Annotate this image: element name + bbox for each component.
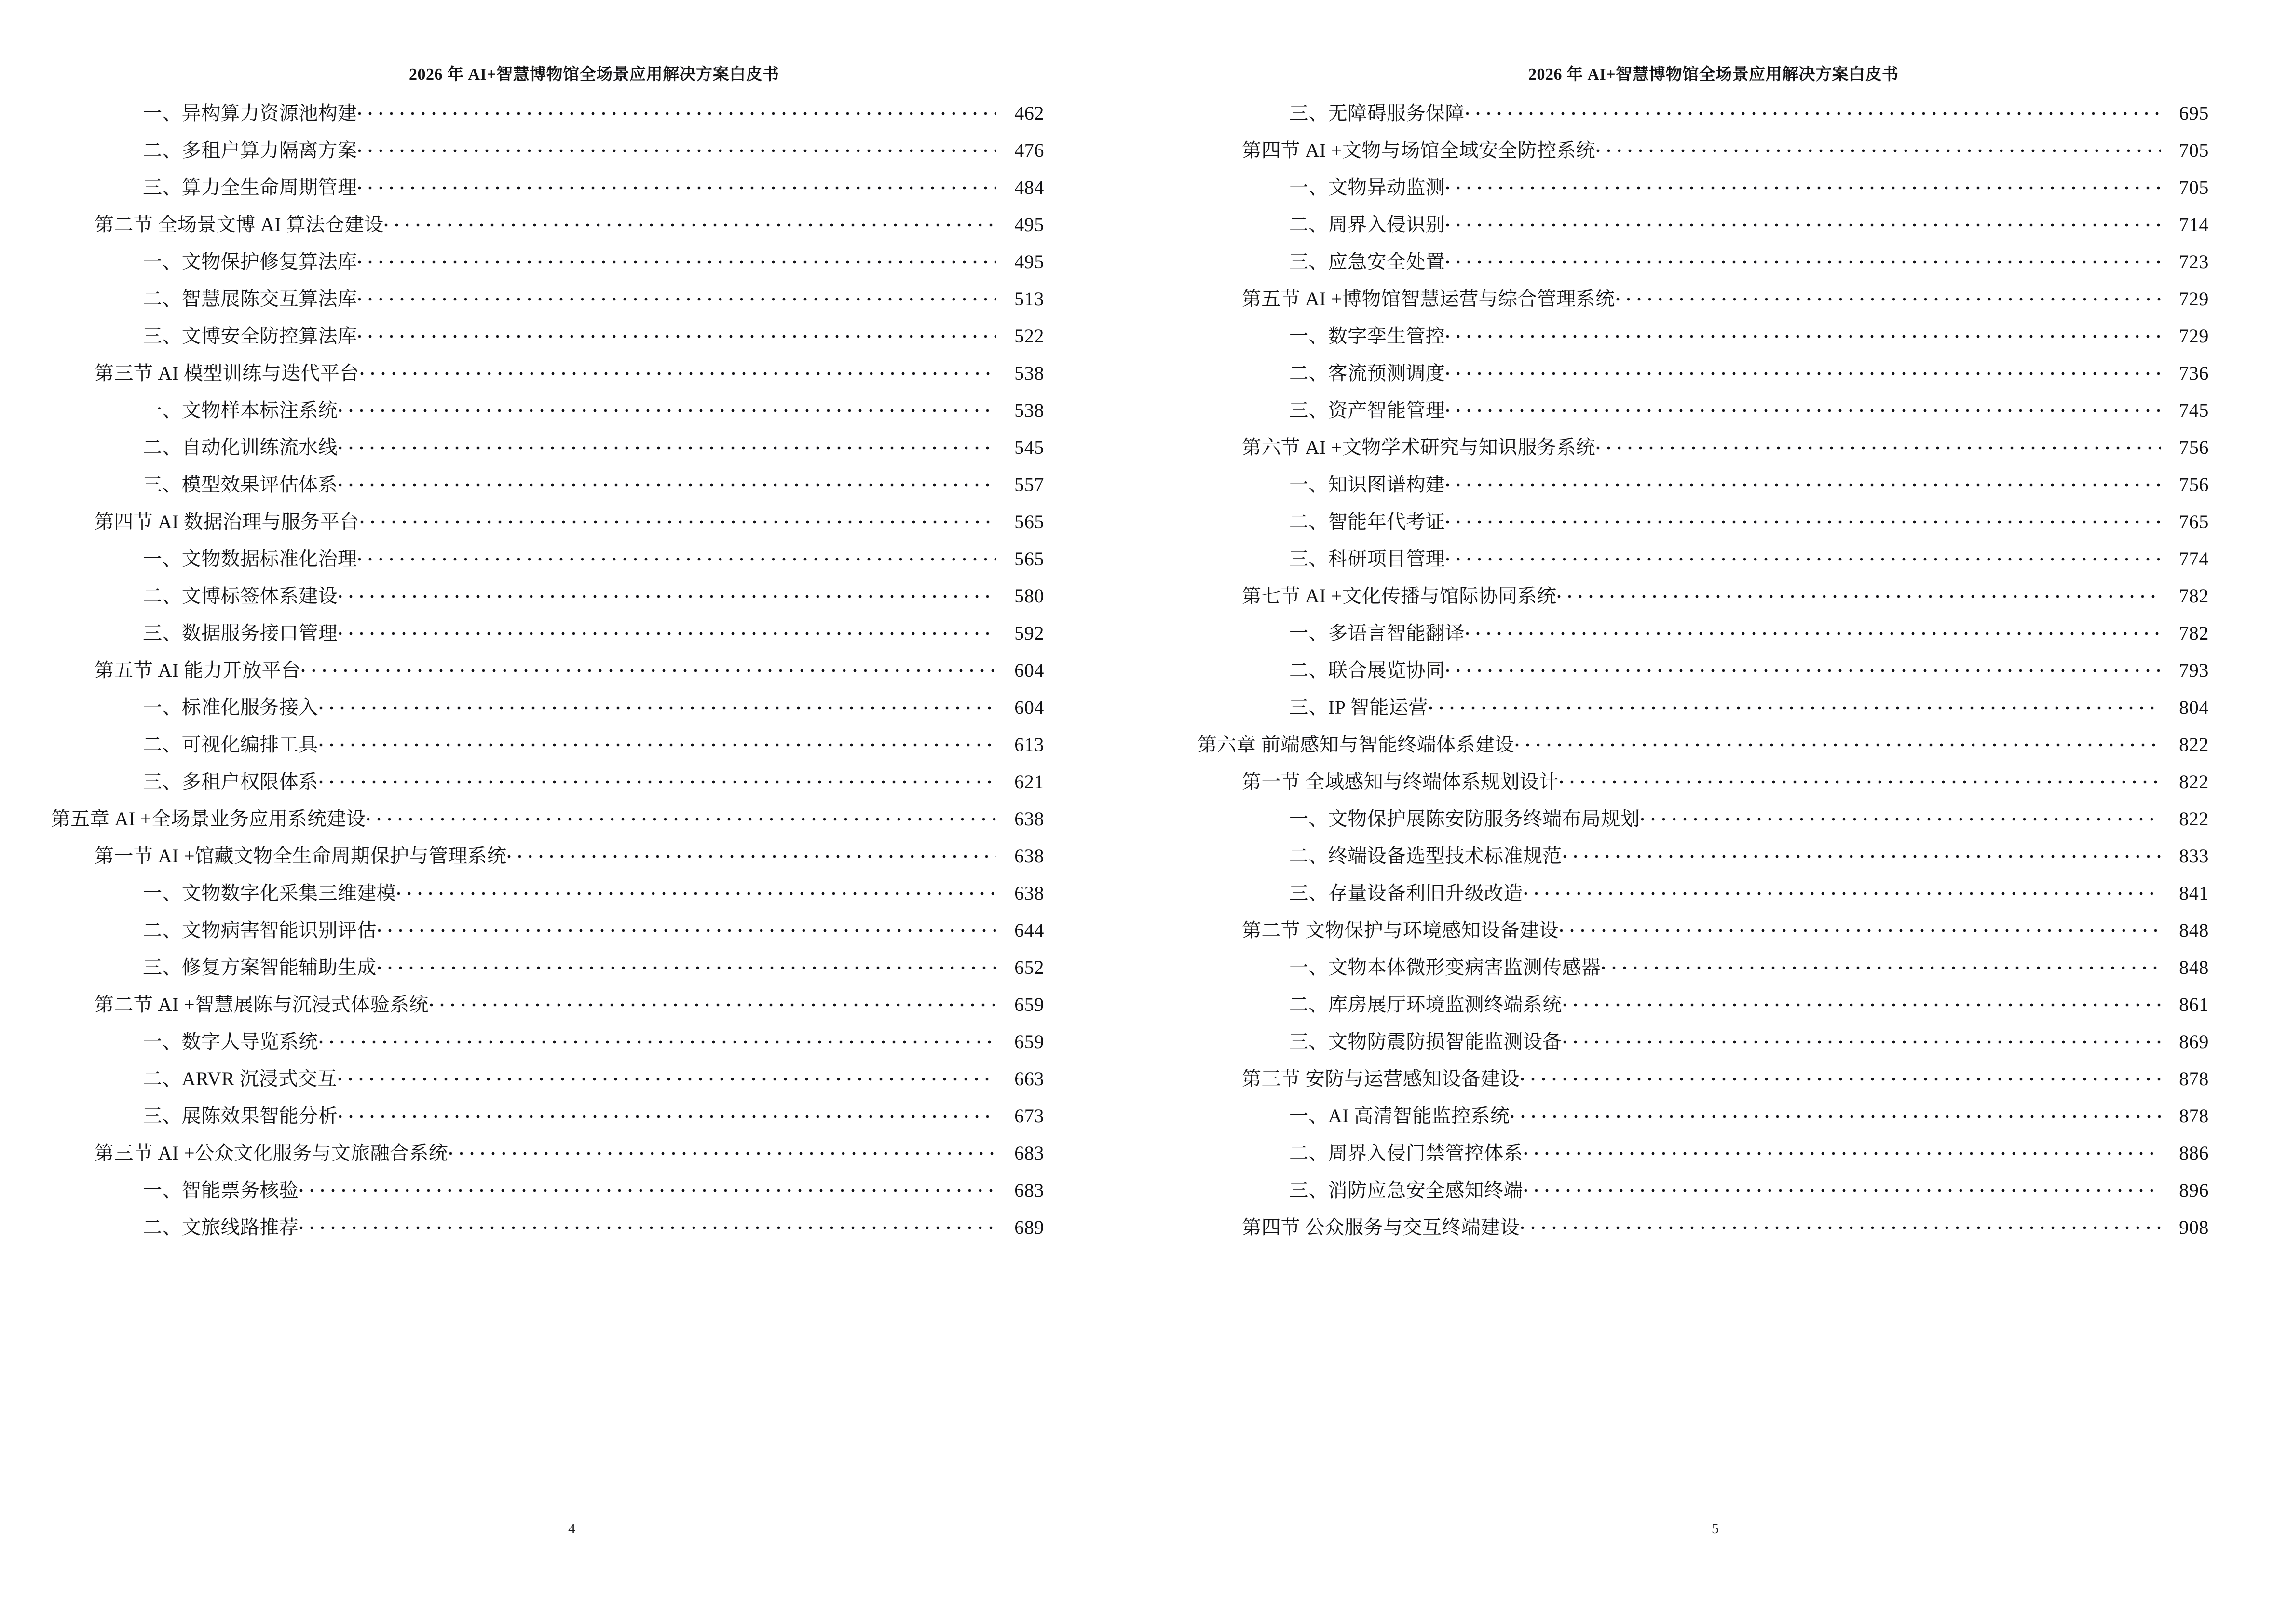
toc-entry-page-number: 723 — [2179, 251, 2209, 273]
toc-entry-item[interactable] — [0, 620, 1144, 643]
toc-entry-item[interactable] — [1144, 843, 2287, 866]
toc-entry-page-number: 495 — [1014, 251, 1044, 273]
toc-entry-page-number: 638 — [1014, 882, 1044, 904]
toc-entry-page-number: 833 — [2179, 845, 2209, 867]
toc-entry-page-number: 886 — [2179, 1142, 2209, 1164]
toc-entry-item[interactable] — [0, 175, 1144, 197]
running-header-right-wrap — [1144, 0, 2287, 83]
toc-entry-page-number: 476 — [1014, 139, 1044, 161]
dot-leader — [1560, 769, 2161, 788]
dot-leader — [1616, 286, 2161, 305]
toc-entry-page-number: 705 — [2179, 139, 2209, 161]
toc-entry-item[interactable] — [0, 1215, 1144, 1237]
toc-entry-label: 三、算力全生命周期管理 — [143, 177, 357, 198]
toc-entry-page-number: 822 — [2179, 771, 2209, 792]
toc-entry-section[interactable] — [1144, 1215, 2287, 1237]
toc-entry-label: 一、多语言智能翻译 — [1289, 622, 1465, 644]
toc-entry-item[interactable] — [1144, 620, 2287, 643]
dot-leader — [358, 323, 996, 342]
toc-entry-page-number: 756 — [2179, 474, 2209, 495]
toc-entry-item[interactable] — [1144, 992, 2287, 1014]
dot-leader — [1515, 732, 2161, 751]
toc-entry-item[interactable] — [1144, 955, 2287, 977]
dot-leader — [1446, 509, 2161, 528]
dot-leader — [1596, 137, 2161, 157]
toc-entry-label: 二、文博标签体系建设 — [143, 585, 338, 607]
dot-leader — [339, 1103, 996, 1122]
page-right — [1144, 0, 2287, 1624]
dot-leader — [1641, 806, 2161, 825]
toc-entry-label: 一、AI 高清智能监控系统 — [1289, 1105, 1510, 1127]
toc-entry-label: 三、文博安全防控算法库 — [143, 325, 357, 347]
toc-entry-item[interactable] — [0, 435, 1144, 457]
toc-entry-label: 第六章 前端感知与智能终端体系建设 — [1198, 734, 1514, 755]
toc-entry-label: 第三节 AI 模型训练与迭代平台 — [95, 362, 359, 384]
toc-entry-page-number: 644 — [1014, 919, 1044, 941]
dot-leader — [449, 1140, 996, 1160]
toc-entry-label: 第一节 全域感知与终端体系规划设计 — [1242, 771, 1559, 792]
toc-entry-label: 三、文物防震防损智能监测设备 — [1289, 1031, 1562, 1052]
toc-entry-label: 一、文物本体微形变病害监测传感器 — [1289, 956, 1601, 978]
toc-entry-item[interactable] — [0, 1066, 1144, 1089]
toc-entry-page-number: 793 — [2179, 659, 2209, 681]
toc-entry-label: 三、修复方案智能辅助生成 — [143, 956, 377, 978]
toc-entry-label: 三、数据服务接口管理 — [143, 622, 338, 644]
toc-entry-page-number: 538 — [1014, 362, 1044, 384]
toc-entry-item[interactable] — [0, 100, 1144, 123]
dot-leader — [1521, 1066, 2161, 1085]
toc-entry-label: 二、文物病害智能识别评估 — [143, 919, 377, 941]
toc-entry-item[interactable] — [1144, 1103, 2287, 1126]
toc-entry-page-number: 522 — [1014, 325, 1044, 347]
toc-entry-section[interactable] — [0, 1140, 1144, 1163]
toc-entry-label: 三、存量设备利旧升级改造 — [1289, 882, 1523, 904]
dot-leader — [358, 175, 996, 194]
toc-entry-label: 一、文物保护修复算法库 — [143, 251, 357, 273]
dot-leader — [1602, 955, 2161, 974]
toc-entry-label: 三、资产智能管理 — [1289, 399, 1445, 421]
dot-leader — [1446, 323, 2161, 342]
toc-entry-item[interactable] — [1144, 212, 2287, 234]
toc-entry-label: 第二节 全场景文博 AI 算法仓建设 — [95, 214, 384, 235]
toc-entry-label: 二、联合展览协同 — [1289, 659, 1445, 681]
dot-leader — [319, 769, 996, 788]
dot-leader — [1466, 100, 2161, 120]
toc-entry-item[interactable] — [1144, 880, 2287, 903]
dot-leader — [1429, 695, 2161, 714]
toc-entry-item[interactable] — [0, 137, 1144, 160]
toc-entry-label: 第三节 安防与运营感知设备建设 — [1242, 1068, 1520, 1090]
toc-entry-label: 二、多租户算力隔离方案 — [143, 139, 357, 161]
toc-entry-label: 一、文物数字化采集三维建模 — [143, 882, 396, 904]
toc-entry-page-number: 705 — [2179, 177, 2209, 198]
page-number: 4 — [568, 1521, 575, 1537]
toc-entry-page-number: 513 — [1014, 288, 1044, 310]
toc-entry-page-number: 714 — [2179, 214, 2209, 235]
toc-entry-page-number: 774 — [2179, 548, 2209, 570]
toc-entry-label: 二、自动化训练流水线 — [143, 437, 338, 458]
toc-entry-page-number: 580 — [1014, 585, 1044, 607]
dot-leader — [299, 1177, 996, 1197]
dot-leader — [1563, 1029, 2161, 1048]
toc-entry-label: 第一节 AI +馆藏文物全生命周期保护与管理系统 — [95, 845, 507, 867]
toc-entry-label: 一、文物异动监测 — [1289, 177, 1445, 198]
toc-entry-item[interactable] — [1144, 657, 2287, 680]
folio-right-wrap — [1144, 1522, 2287, 1536]
toc-entry-label: 一、文物样本标注系统 — [143, 399, 338, 421]
dot-leader — [1446, 472, 2161, 491]
toc-entry-item[interactable] — [0, 323, 1144, 346]
dot-leader — [339, 472, 996, 491]
toc-entry-label: 二、客流预测调度 — [1289, 362, 1445, 384]
toc-entry-page-number: 848 — [2179, 956, 2209, 978]
toc-entry-item[interactable] — [0, 695, 1144, 717]
toc-entry-label: 第五节 AI 能力开放平台 — [95, 659, 301, 681]
toc-entry-item[interactable] — [0, 1029, 1144, 1051]
dot-leader — [1596, 435, 2161, 454]
toc-entry-item[interactable] — [0, 769, 1144, 792]
running-header: 2026 年 AI+智慧博物馆全场景应用解决方案白皮书 — [409, 66, 779, 83]
toc-entry-label: 第二节 文物保护与环境感知设备建设 — [1242, 919, 1559, 941]
toc-entry-label: 三、模型效果评估体系 — [143, 474, 338, 495]
dot-leader — [358, 546, 996, 565]
toc-entry-page-number: 804 — [2179, 696, 2209, 718]
toc-entry-label: 一、文物保护展陈安防服务终端布局规划 — [1289, 808, 1640, 830]
toc-entry-page-number: 604 — [1014, 696, 1044, 718]
toc-entry-label: 第二节 AI +智慧展陈与沉浸式体验系统 — [95, 994, 429, 1015]
toc-entry-label: 二、ARVR 沉浸式交互 — [143, 1068, 337, 1090]
toc-entry-item[interactable] — [1144, 509, 2287, 532]
dot-leader — [360, 509, 996, 528]
toc-entry-label: 三、无障碍服务保障 — [1289, 102, 1465, 124]
toc-entry-item[interactable] — [1144, 249, 2287, 272]
toc-entry-page-number: 565 — [1014, 511, 1044, 532]
toc-entry-item[interactable] — [0, 955, 1144, 977]
toc-entry-label: 一、知识图谱构建 — [1289, 474, 1445, 495]
dot-leader — [1446, 175, 2161, 194]
toc-entry-label: 第五节 AI +博物馆智慧运营与综合管理系统 — [1242, 288, 1615, 310]
dot-leader — [1524, 880, 2161, 900]
toc-entry-section[interactable] — [1144, 583, 2287, 606]
toc-entry-label: 二、周界入侵门禁管控体系 — [1289, 1142, 1523, 1164]
toc-entry-label: 二、智能年代考证 — [1289, 511, 1445, 532]
toc-entry-page-number: 613 — [1014, 734, 1044, 755]
toc-entry-label: 第四节 公众服务与交互终端建设 — [1242, 1216, 1520, 1238]
toc-entry-label: 三、消防应急安全感知终端 — [1289, 1179, 1523, 1201]
toc-entry-label: 第三节 AI +公众文化服务与文旅融合系统 — [95, 1142, 449, 1164]
toc-entry-page-number: 869 — [2179, 1031, 2209, 1052]
toc-entry-page-number: 745 — [2179, 399, 2209, 421]
toc-entry-label: 二、周界入侵识别 — [1289, 214, 1445, 235]
toc-entry-section[interactable] — [0, 992, 1144, 1014]
toc-entry-item[interactable] — [1144, 323, 2287, 346]
dot-leader — [339, 435, 996, 454]
toc-entry-label: 第五章 AI +全场景业务应用系统建设 — [51, 808, 366, 830]
dot-leader — [339, 397, 996, 417]
toc-entry-page-number: 841 — [2179, 882, 2209, 904]
dot-leader — [1524, 1177, 2161, 1197]
toc-entry-item[interactable] — [0, 397, 1144, 420]
toc-entry-page-number: 557 — [1014, 474, 1044, 495]
toc-entry-page-number: 782 — [2179, 622, 2209, 644]
toc-entry-section[interactable] — [1144, 1066, 2287, 1089]
toc-entry-label: 三、展陈效果智能分析 — [143, 1105, 338, 1127]
toc-entry-label: 二、智慧展陈交互算法库 — [143, 288, 357, 310]
dot-leader — [430, 992, 996, 1011]
toc-entry-label: 第四节 AI +文物与场馆全域安全防控系统 — [1242, 139, 1596, 161]
toc-entry-page-number: 861 — [2179, 994, 2209, 1015]
toc-entry-page-number: 729 — [2179, 325, 2209, 347]
toc-entry-label: 一、数字孪生管控 — [1289, 325, 1445, 347]
toc-entry-section[interactable] — [1144, 286, 2287, 309]
toc-entry-page-number: 908 — [2179, 1216, 2209, 1238]
dot-leader — [1557, 583, 2161, 602]
toc-entry-item[interactable] — [0, 880, 1144, 903]
dot-leader — [367, 806, 996, 825]
toc-entry-item[interactable] — [0, 472, 1144, 494]
dot-leader — [301, 657, 996, 677]
toc-entry-item[interactable] — [1144, 806, 2287, 829]
dot-leader — [507, 843, 996, 862]
dot-leader — [378, 955, 996, 974]
dot-leader — [1446, 212, 2161, 231]
running-header: 2026 年 AI+智慧博物馆全场景应用解决方案白皮书 — [1528, 66, 1899, 83]
dot-leader — [339, 620, 996, 640]
toc-entry-page-number: 782 — [2179, 585, 2209, 607]
dot-leader — [1560, 917, 2161, 937]
toc-entry-label: 一、标准化服务接入 — [143, 696, 318, 718]
toc-entry-page-number: 484 — [1014, 177, 1044, 198]
dot-leader — [1521, 1215, 2161, 1234]
toc-entry-item[interactable] — [1144, 100, 2287, 123]
toc-entry-page-number: 538 — [1014, 399, 1044, 421]
dot-leader — [319, 1029, 996, 1048]
toc-entry-page-number: 736 — [2179, 362, 2209, 384]
toc-entry-label: 一、数字人导览系统 — [143, 1031, 318, 1052]
toc-entry-page-number: 663 — [1014, 1068, 1044, 1090]
toc-entry-page-number: 659 — [1014, 1031, 1044, 1052]
toc-entry-label: 一、异构算力资源池构建 — [143, 102, 357, 124]
toc-entry-page-number: 756 — [2179, 437, 2209, 458]
toc-entry-section[interactable] — [1144, 137, 2287, 160]
dot-leader — [358, 137, 996, 157]
toc-entry-page-number: 683 — [1014, 1179, 1044, 1201]
toc-entry-label: 三、IP 智能运营 — [1289, 696, 1428, 718]
dot-leader — [1446, 249, 2161, 268]
toc-entry-label: 一、智能票务核验 — [143, 1179, 299, 1201]
toc-entry-label: 二、可视化编排工具 — [143, 734, 318, 755]
toc-entry-page-number: 638 — [1014, 808, 1044, 830]
toc-entry-item[interactable] — [0, 1103, 1144, 1126]
dot-leader — [360, 360, 996, 380]
toc-entry-item[interactable] — [0, 917, 1144, 940]
toc-entry-page-number: 545 — [1014, 437, 1044, 458]
dot-leader — [338, 1066, 996, 1085]
dot-leader — [378, 917, 996, 937]
toc-entry-item[interactable] — [0, 1177, 1144, 1200]
toc-entry-page-number: 848 — [2179, 919, 2209, 941]
toc-entry-page-number: 822 — [2179, 734, 2209, 755]
toc-entry-item[interactable] — [0, 249, 1144, 272]
toc-entry-item[interactable] — [0, 732, 1144, 754]
toc-entry-section[interactable] — [0, 509, 1144, 532]
toc-entry-page-number: 878 — [2179, 1105, 2209, 1127]
toc-entry-page-number: 621 — [1014, 771, 1044, 792]
toc-entry-label: 二、库房展厅环境监测终端系统 — [1289, 994, 1562, 1015]
dot-leader — [358, 100, 996, 120]
dot-leader — [1446, 397, 2161, 417]
dot-leader — [299, 1215, 996, 1234]
toc-entry-label: 三、应急安全处置 — [1289, 251, 1445, 273]
toc-entry-page-number: 729 — [2179, 288, 2209, 310]
toc-entry-section[interactable] — [1144, 435, 2287, 457]
toc-entry-page-number: 604 — [1014, 659, 1044, 681]
running-header-left-wrap — [0, 0, 1144, 83]
toc-entry-item[interactable] — [1144, 175, 2287, 197]
toc-entry-label: 二、文旅线路推荐 — [143, 1216, 299, 1238]
dot-leader — [358, 249, 996, 268]
toc-entry-label: 一、文物数据标准化治理 — [143, 548, 357, 570]
toc-entry-page-number: 896 — [2179, 1179, 2209, 1201]
toc-entry-page-number: 673 — [1014, 1105, 1044, 1127]
toc-entry-label: 三、多租户权限体系 — [143, 771, 318, 792]
toc-entry-chapter[interactable] — [0, 806, 1144, 829]
page-number: 5 — [1712, 1521, 1719, 1537]
dot-leader — [1563, 843, 2161, 862]
toc-entry-page-number: 683 — [1014, 1142, 1044, 1164]
toc-entry-page-number: 695 — [2179, 102, 2209, 124]
toc-entry-label: 三、科研项目管理 — [1289, 548, 1445, 570]
toc-entry-section[interactable] — [0, 843, 1144, 866]
toc-entry-label: 第七节 AI +文化传播与馆际协同系统 — [1242, 585, 1557, 607]
toc-entry-item[interactable] — [0, 546, 1144, 569]
toc-entry-section[interactable] — [1144, 769, 2287, 792]
toc-entry-page-number: 592 — [1014, 622, 1044, 644]
toc-entry-item[interactable] — [0, 286, 1144, 309]
toc-entry-page-number: 638 — [1014, 845, 1044, 867]
toc-entry-item[interactable] — [1144, 546, 2287, 569]
toc-entry-page-number: 652 — [1014, 956, 1044, 978]
dot-leader — [1466, 620, 2161, 640]
toc-entry-item[interactable] — [1144, 1177, 2287, 1200]
dot-leader — [397, 880, 996, 900]
toc-entry-page-number: 878 — [2179, 1068, 2209, 1090]
toc-entry-item[interactable] — [1144, 360, 2287, 383]
toc-entry-label: 第六节 AI +文物学术研究与知识服务系统 — [1242, 437, 1596, 458]
dot-leader — [1563, 992, 2161, 1011]
toc-entry-item[interactable] — [1144, 472, 2287, 494]
dot-leader — [1511, 1103, 2161, 1122]
toc-list-right — [1144, 100, 2287, 1237]
toc-entry-label: 二、终端设备选型技术标准规范 — [1289, 845, 1562, 867]
dot-leader — [358, 286, 996, 305]
toc-entry-page-number: 462 — [1014, 102, 1044, 124]
dot-leader — [1446, 657, 2161, 677]
toc-entry-section[interactable] — [0, 657, 1144, 680]
dot-leader — [339, 583, 996, 602]
toc-entry-page-number: 689 — [1014, 1216, 1044, 1238]
toc-entry-page-number: 565 — [1014, 548, 1044, 570]
dot-leader — [319, 695, 996, 714]
dot-leader — [1446, 546, 2161, 565]
toc-entry-item[interactable] — [0, 583, 1144, 606]
toc-entry-label: 第四节 AI 数据治理与服务平台 — [95, 511, 359, 532]
dot-leader — [319, 732, 996, 751]
toc-entry-section[interactable] — [0, 212, 1144, 234]
toc-entry-section[interactable] — [1144, 917, 2287, 940]
dot-leader — [1446, 360, 2161, 380]
toc-entry-item[interactable] — [1144, 397, 2287, 420]
toc-list-left — [0, 100, 1144, 1237]
dot-leader — [384, 212, 996, 231]
toc-entry-item[interactable] — [1144, 1029, 2287, 1051]
toc-entry-page-number: 495 — [1014, 214, 1044, 235]
dot-leader — [1524, 1140, 2161, 1160]
folio-left-wrap — [0, 1522, 1144, 1536]
toc-entry-page-number: 822 — [2179, 808, 2209, 830]
toc-entry-section[interactable] — [0, 360, 1144, 383]
toc-entry-item[interactable] — [1144, 1140, 2287, 1163]
toc-entry-page-number: 659 — [1014, 994, 1044, 1015]
toc-entry-page-number: 765 — [2179, 511, 2209, 532]
toc-entry-chapter[interactable] — [1144, 732, 2287, 754]
toc-entry-item[interactable] — [1144, 695, 2287, 717]
